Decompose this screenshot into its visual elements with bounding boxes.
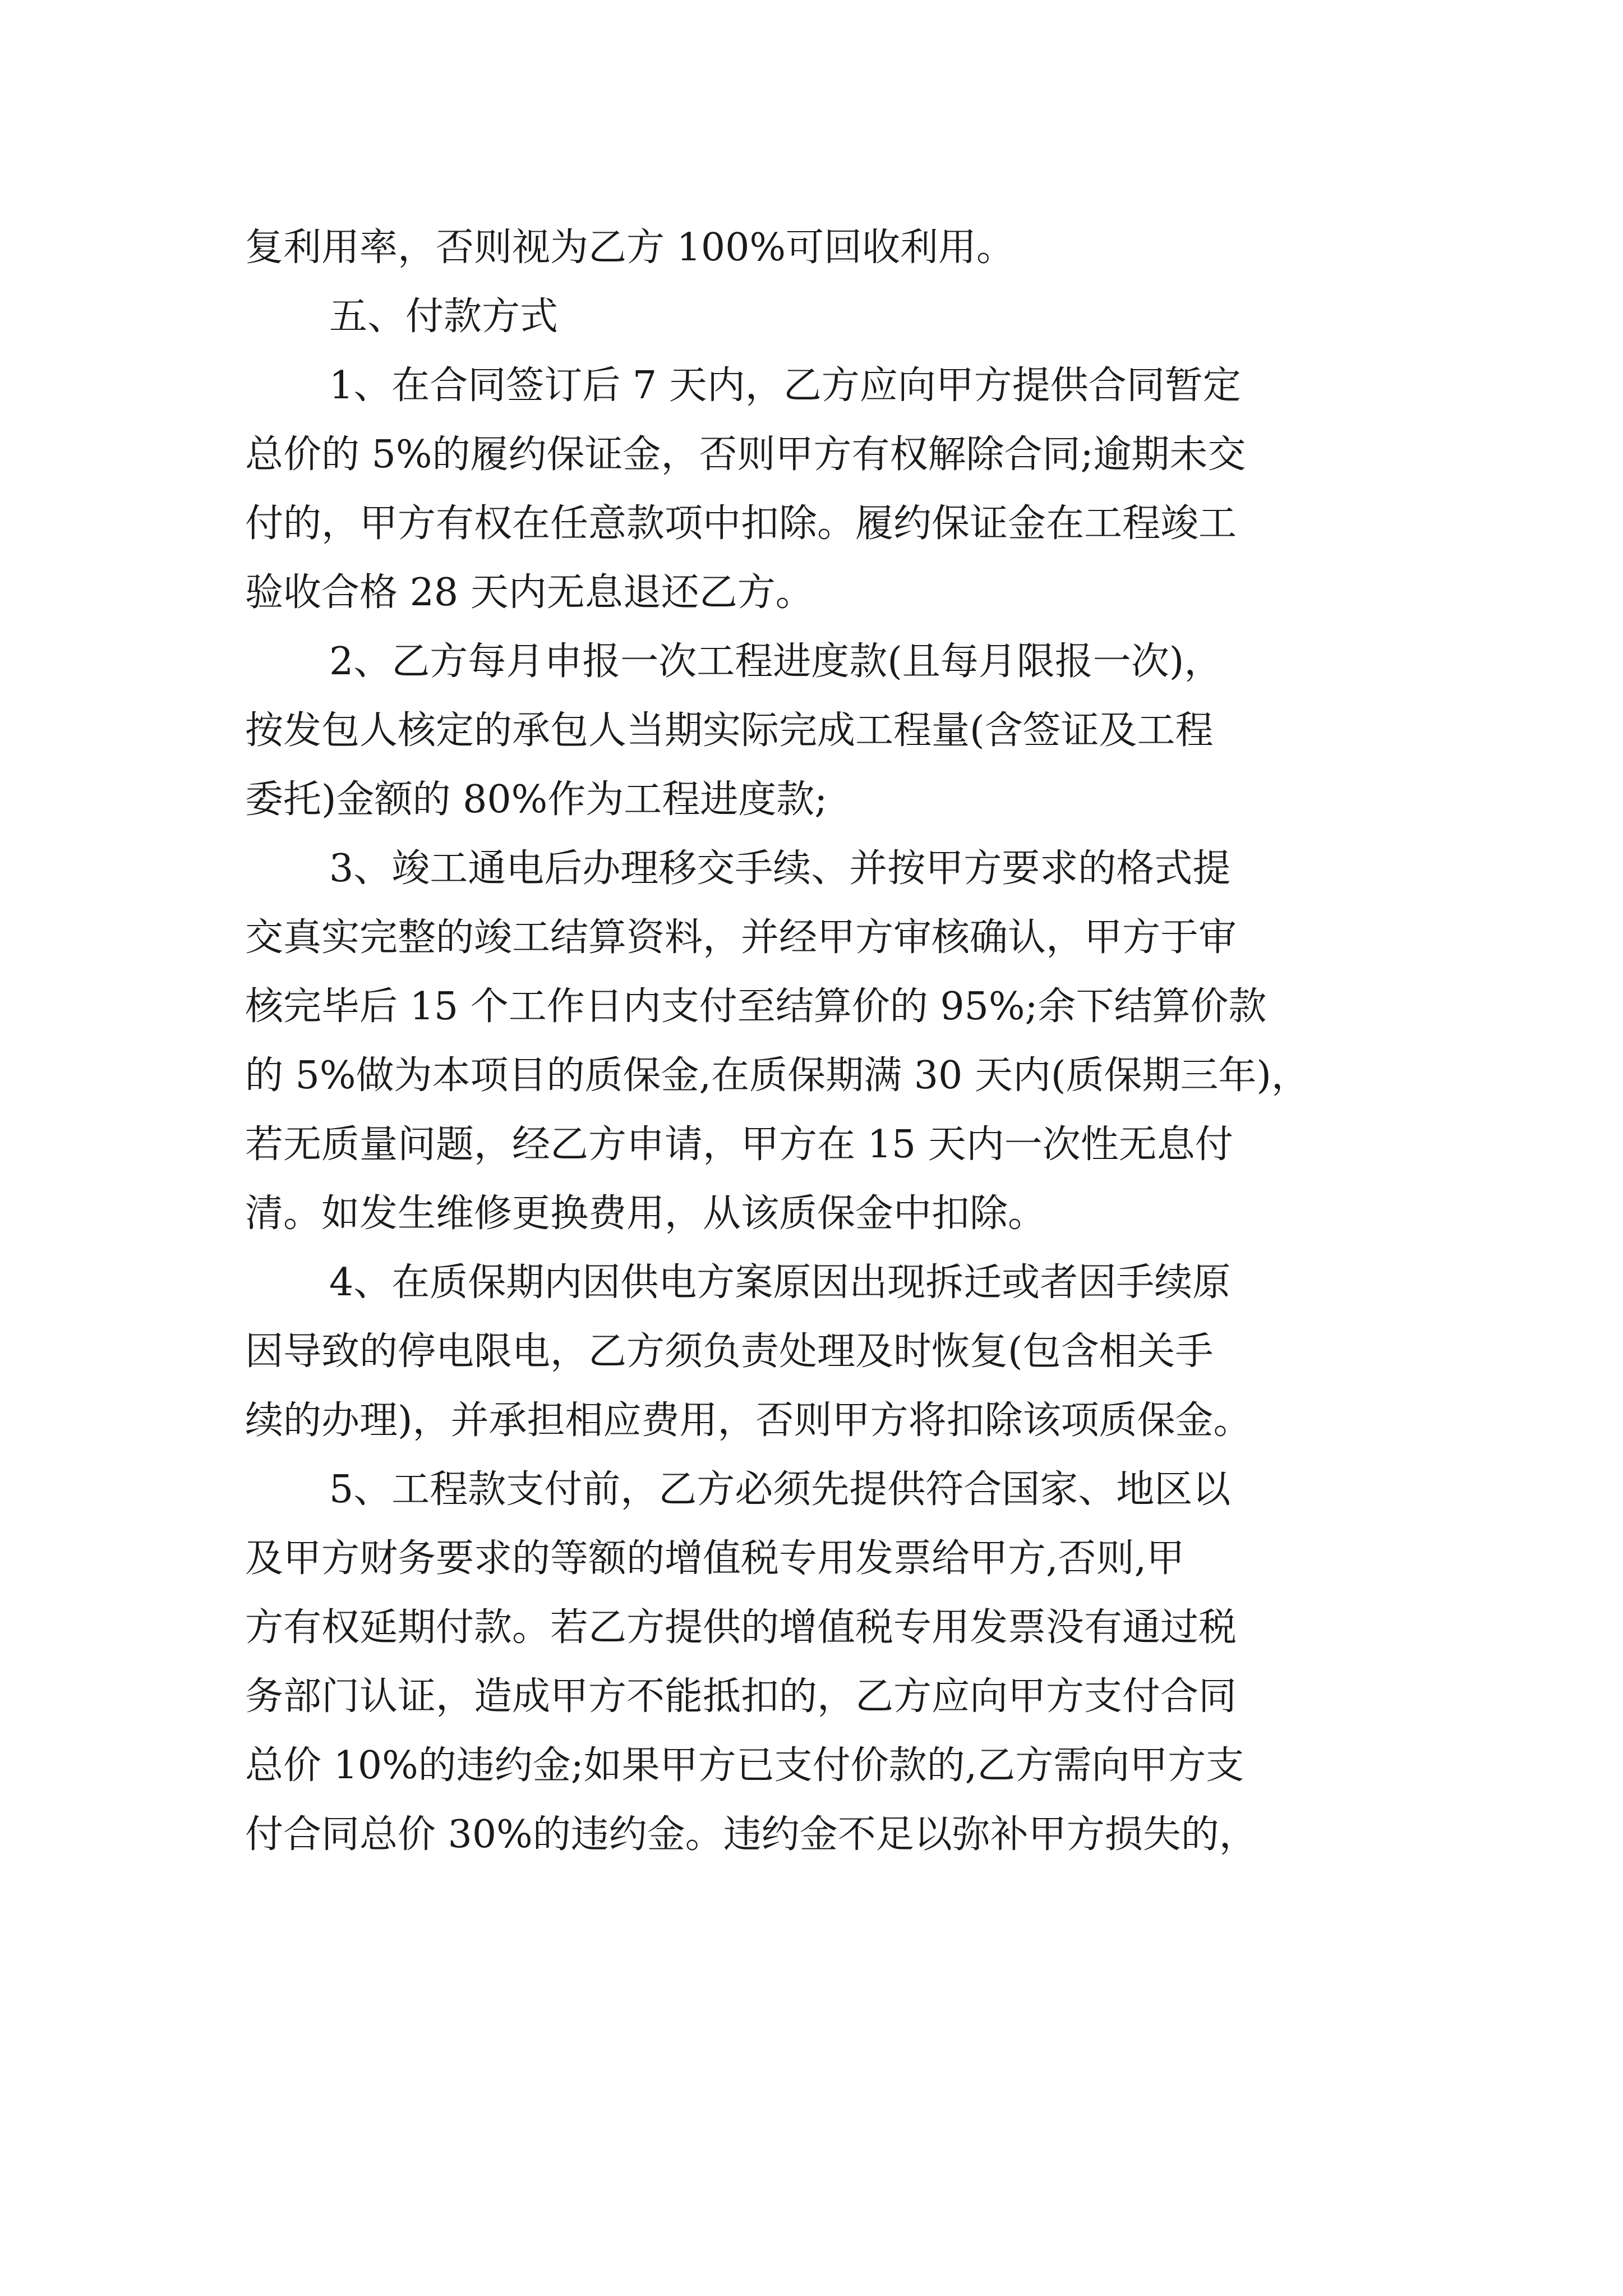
text-line: 清。如发生维修更换费用，从该质保金中扣除。 [245, 1191, 1046, 1236]
text-line: 的 5%做为本项目的质保金,在质保期满 30 天内(质保期三年)， [245, 1053, 1310, 1098]
text-line: 若无质量问题，经乙方申请，甲方在 15 天内一次性无息付 [245, 1122, 1233, 1167]
section-heading-payment-method: 五、付款方式 [329, 295, 559, 339]
contract-text-block [245, 213, 1389, 1869]
text-line: 续的办理)，并承担相应费用，否则甲方将扣除该项质保金。 [245, 1398, 1252, 1443]
text-line: 3、竣工通电后办理移交手续、并按甲方要求的格式提 [329, 846, 1231, 891]
text-line: 复利用率，否则视为乙方 100%可回收利用。 [245, 226, 1015, 270]
text-line: 4、在质保期内因供电方案原因出现拆迁或者因手续原 [329, 1260, 1231, 1305]
text-line: 总价 10%的违约金;如果甲方已支付价款的,乙方需向甲方支 [245, 1743, 1244, 1788]
text-line: 核完毕后 15 个工作日内支付至结算价的 95%;余下结算价款 [245, 984, 1267, 1029]
text-line: 1、在合同签订后 7 天内，乙方应向甲方提供合同暂定 [329, 364, 1241, 408]
text-line: 交真实完整的竣工结算资料，并经甲方审核确认，甲方于审 [245, 915, 1237, 960]
text-line: 5、工程款支付前，乙方必须先提供符合国家、地区以 [329, 1467, 1231, 1512]
text-line: 验收合格 28 天内无息退还乙方。 [245, 570, 814, 615]
text-line: 付的，甲方有权在任意款项中扣除。履约保证金在工程竣工 [245, 501, 1237, 546]
text-line: 2、乙方每月申报一次工程进度款(且每月限报一次)， [329, 639, 1223, 684]
text-line: 委托)金额的 80%作为工程进度款; [245, 777, 828, 822]
text-line: 及甲方财务要求的等额的增值税专用发票给甲方,否则,甲 [245, 1536, 1185, 1581]
text-line: 方有权延期付款。若乙方提供的增值税专用发票没有通过税 [245, 1605, 1237, 1650]
text-line: 务部门认证，造成甲方不能抵扣的，乙方应向甲方支付合同 [245, 1674, 1237, 1719]
text-line: 因导致的停电限电，乙方须负责处理及时恢复(包含相关手 [245, 1329, 1214, 1374]
text-line: 按发包人核定的承包人当期实际完成工程量(含签证及工程 [245, 708, 1214, 753]
text-line: 付合同总价 30%的违约金。违约金不足以弥补甲方损失的， [245, 1812, 1257, 1857]
text-line: 总价的 5%的履约保证金，否则甲方有权解除合同;逾期未交 [245, 432, 1246, 477]
